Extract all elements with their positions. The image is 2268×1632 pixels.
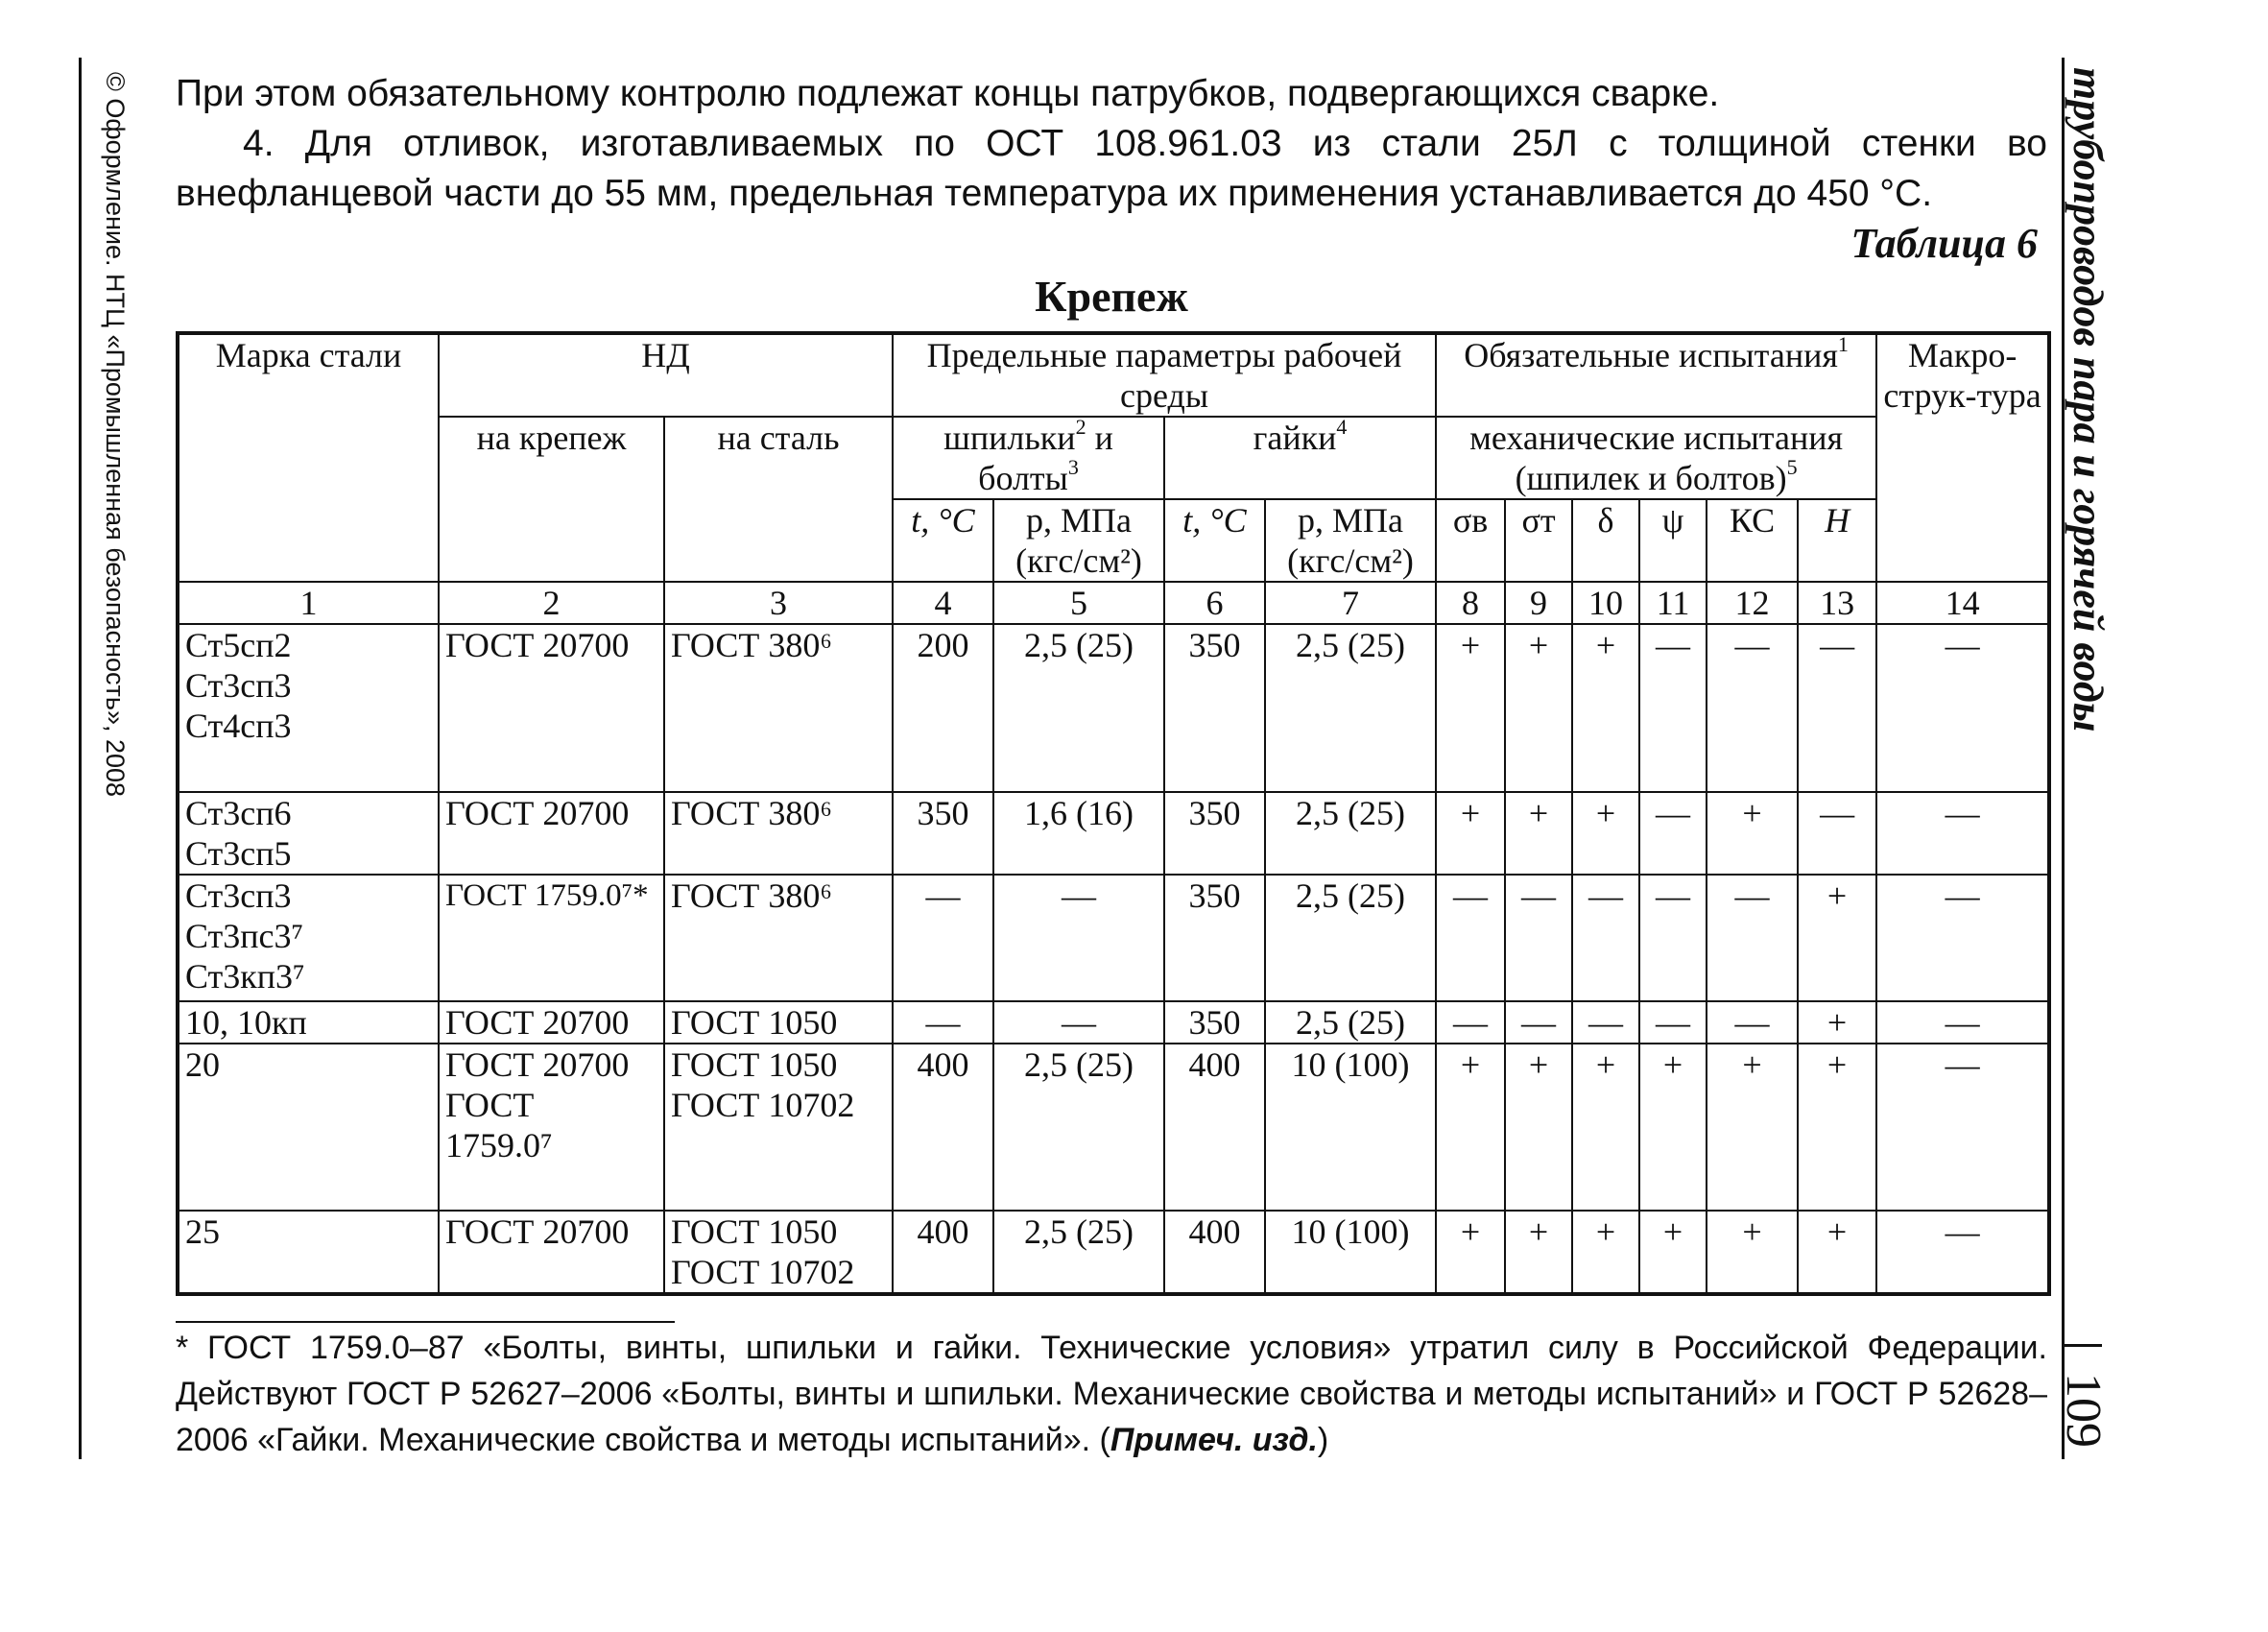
cell-t1: 400 [893, 1211, 993, 1294]
cell-grade: Ст5сп2 Ст3сп3 Ст4сп3 [178, 624, 439, 792]
intro-paragraph-4: 4. Для отливок, изготавливаемых по ОСТ 108.961.03 из стали 25Л с толщиной стенки во внефланцевой части до 55 мм, предельная температура их применения устанавливается до 450 °С. [176, 123, 2047, 214]
cell-psi: + [1639, 1044, 1707, 1211]
column-index: 13 [1798, 582, 1876, 624]
footnote [176, 1325, 2047, 1463]
cell-st: + [1505, 624, 1572, 792]
column-index: 7 [1265, 582, 1436, 624]
cell-kc: — [1707, 1001, 1798, 1044]
cell-grade: 10, 10кп [178, 1001, 439, 1044]
cell-psi: — [1639, 875, 1707, 1001]
header-tests [1436, 333, 1876, 417]
page-number-rule [2064, 1344, 2102, 1347]
cell-h: + [1798, 1044, 1876, 1211]
cell-macro: — [1876, 1044, 2049, 1211]
cell-d: — [1572, 875, 1639, 1001]
header-nd-steel: на сталь [664, 417, 893, 582]
cell-sb: + [1436, 792, 1505, 875]
header-bolts-sup: 3 [1067, 455, 1079, 479]
cell-d: — [1572, 1001, 1639, 1044]
cell-nd-fastener: ГОСТ 20700 ГОСТ 1759.0⁷ [439, 1044, 664, 1211]
cell-macro: — [1876, 624, 2049, 792]
cell-p1: 2,5 (25) [993, 624, 1164, 792]
cell-p2: 2,5 (25) [1265, 792, 1436, 875]
cell-t2: 400 [1164, 1211, 1265, 1294]
table-row [178, 624, 2049, 792]
header-sigma-t: σт [1505, 499, 1572, 582]
fasteners-table [176, 331, 2051, 1296]
cell-nd-steel: ГОСТ 1050 [664, 1001, 893, 1044]
header-nd-fastener: на крепеж [439, 417, 664, 582]
table-label: Таблица 6 [1850, 220, 2038, 267]
table-title: Крепеж [1035, 272, 1188, 321]
cell-macro: — [1876, 792, 2049, 875]
cell-sb: + [1436, 1211, 1505, 1294]
cell-nd-steel: ГОСТ 1050 ГОСТ 10702 [664, 1211, 893, 1294]
column-index: 10 [1572, 582, 1639, 624]
cell-h: + [1798, 1211, 1876, 1294]
header-kc: КС [1707, 499, 1798, 582]
footnote-rule [176, 1321, 675, 1323]
header-sigma-b: σв [1436, 499, 1505, 582]
cell-st: + [1505, 792, 1572, 875]
cell-p1: — [993, 875, 1164, 1001]
cell-p1: 2,5 (25) [993, 1211, 1164, 1294]
table-row [178, 1211, 2049, 1294]
page-number: 109 [2056, 1373, 2111, 1448]
cell-grade: 20 [178, 1044, 439, 1211]
cell-t2: 350 [1164, 624, 1265, 792]
cell-t2: 350 [1164, 1001, 1265, 1044]
cell-h: — [1798, 624, 1876, 792]
header-psi: ψ [1639, 499, 1707, 582]
header-h: Н [1798, 499, 1876, 582]
cell-nd-steel: ГОСТ 380⁶ [664, 624, 893, 792]
cell-grade: Ст3сп6 Ст3сп5 [178, 792, 439, 875]
cell-t2: 350 [1164, 792, 1265, 875]
cell-p2: 2,5 (25) [1265, 624, 1436, 792]
table-row [178, 1001, 2049, 1044]
cell-kc: + [1707, 1044, 1798, 1211]
cell-kc: + [1707, 1211, 1798, 1294]
running-title: трубопроводов пара и горячей воды [2065, 67, 2112, 732]
header-bolts-label: и болты [978, 419, 1113, 497]
cell-sb: + [1436, 1044, 1505, 1211]
cell-h: + [1798, 875, 1876, 1001]
table-row [178, 875, 2049, 1001]
cell-nd-fastener: ГОСТ 1759.0⁷* [439, 875, 664, 1001]
cell-psi: — [1639, 1001, 1707, 1044]
cell-grade: Ст3сп3 Ст3пс3⁷ Ст3кп3⁷ [178, 875, 439, 1001]
cell-d: + [1572, 792, 1639, 875]
header-tests-sup: 1 [1837, 332, 1849, 356]
cell-macro: — [1876, 875, 2049, 1001]
cell-macro: — [1876, 1211, 2049, 1294]
cell-p2: 10 (100) [1265, 1044, 1436, 1211]
cell-t2: 400 [1164, 1044, 1265, 1211]
header-nuts-sup: 4 [1336, 415, 1348, 439]
cell-p2: 2,5 (25) [1265, 875, 1436, 1001]
intro-text [176, 69, 2047, 219]
cell-nd-steel: ГОСТ 380⁶ [664, 875, 893, 1001]
header-mech-label: механические испытания (шпилек и болтов) [1469, 419, 1844, 497]
cell-p1: 1,6 (16) [993, 792, 1164, 875]
cell-sb: + [1436, 624, 1505, 792]
footnote-publisher-note: Примеч. изд. [1110, 1422, 1318, 1458]
cell-psi: — [1639, 624, 1707, 792]
header-nuts-label: гайки [1253, 419, 1337, 457]
column-index: 4 [893, 582, 993, 624]
cell-h: + [1798, 1001, 1876, 1044]
cell-p1: — [993, 1001, 1164, 1044]
header-tests-label: Обязательные испытания [1464, 336, 1838, 374]
cell-t2: 350 [1164, 875, 1265, 1001]
column-index-row [178, 582, 2049, 624]
cell-sb: — [1436, 1001, 1505, 1044]
header-t-studs: t, °С [893, 499, 993, 582]
header-studs-sup: 2 [1075, 415, 1086, 439]
header-p-studs: р, МПа (кгс/см²) [993, 499, 1164, 582]
column-index: 14 [1876, 582, 2049, 624]
cell-macro: — [1876, 1001, 2049, 1044]
header-nuts [1164, 417, 1436, 499]
footnote-text: * ГОСТ 1759.0–87 «Болты, винты, шпильки и гайки. Технические условия» утратил силу в Российской Федерации. Действуют ГОСТ Р 52627–2006 «Болты, винты и шпильки. Механические свойства и методы испытаний» и ГОСТ Р 52628–2006 «Гайки. Механические свойства и методы испытаний». ( [176, 1330, 2047, 1458]
cell-nd-steel: ГОСТ 1050 ГОСТ 10702 [664, 1044, 893, 1211]
cell-nd-fastener: ГОСТ 20700 [439, 624, 664, 792]
column-index: 6 [1164, 582, 1265, 624]
column-index: 5 [993, 582, 1164, 624]
cell-p2: 2,5 (25) [1265, 1001, 1436, 1044]
cell-st: — [1505, 875, 1572, 1001]
cell-t1: — [893, 1001, 993, 1044]
header-limits: Предельные параметры рабочей среды [893, 333, 1436, 417]
cell-kc: — [1707, 624, 1798, 792]
cell-nd-fastener: ГОСТ 20700 [439, 1211, 664, 1294]
column-index: 9 [1505, 582, 1572, 624]
cell-nd-fastener: ГОСТ 20700 [439, 792, 664, 875]
cell-t1: 200 [893, 624, 993, 792]
column-index: 1 [178, 582, 439, 624]
left-margin-rule [79, 58, 82, 1459]
column-index: 3 [664, 582, 893, 624]
cell-d: + [1572, 1044, 1639, 1211]
cell-nd-fastener: ГОСТ 20700 [439, 1001, 664, 1044]
cell-psi: + [1639, 1211, 1707, 1294]
cell-p2: 10 (100) [1265, 1211, 1436, 1294]
header-studs [893, 417, 1164, 499]
copyright-note: © Оформление. НТЦ «Промышленная безопасность», 2008 [101, 72, 130, 798]
cell-h: — [1798, 792, 1876, 875]
column-index: 11 [1639, 582, 1707, 624]
cell-d: + [1572, 624, 1639, 792]
cell-p1: 2,5 (25) [993, 1044, 1164, 1211]
table-body [178, 624, 2049, 1294]
column-index: 12 [1707, 582, 1798, 624]
cell-grade: 25 [178, 1211, 439, 1294]
cell-t1: 400 [893, 1044, 993, 1211]
cell-kc: + [1707, 792, 1798, 875]
table-row [178, 792, 2049, 875]
cell-sb: — [1436, 875, 1505, 1001]
column-index: 2 [439, 582, 664, 624]
cell-st: — [1505, 1001, 1572, 1044]
cell-t1: 350 [893, 792, 993, 875]
cell-t1: — [893, 875, 993, 1001]
header-steel-grade: Марка стали [178, 333, 439, 582]
column-index: 8 [1436, 582, 1505, 624]
header-mech-sup: 5 [1786, 455, 1798, 479]
header-nd: НД [439, 333, 893, 417]
header-macro: Макро-струк-тура [1876, 333, 2049, 582]
cell-d: + [1572, 1211, 1639, 1294]
header-studs-label: шпильки [943, 419, 1076, 457]
header-mech [1436, 417, 1876, 499]
cell-st: + [1505, 1044, 1572, 1211]
cell-psi: — [1639, 792, 1707, 875]
header-delta: δ [1572, 499, 1639, 582]
cell-nd-steel: ГОСТ 380⁶ [664, 792, 893, 875]
intro-line: При этом обязательному контролю подлежат концы патрубков, подвергающихся сварке. [176, 73, 1720, 114]
header-p-nuts: р, МПа (кгс/см²) [1265, 499, 1436, 582]
table-row [178, 1044, 2049, 1211]
header-t-nuts: t, °С [1164, 499, 1265, 582]
cell-st: + [1505, 1211, 1572, 1294]
cell-kc: — [1707, 875, 1798, 1001]
footnote-close: ) [1317, 1422, 1329, 1458]
